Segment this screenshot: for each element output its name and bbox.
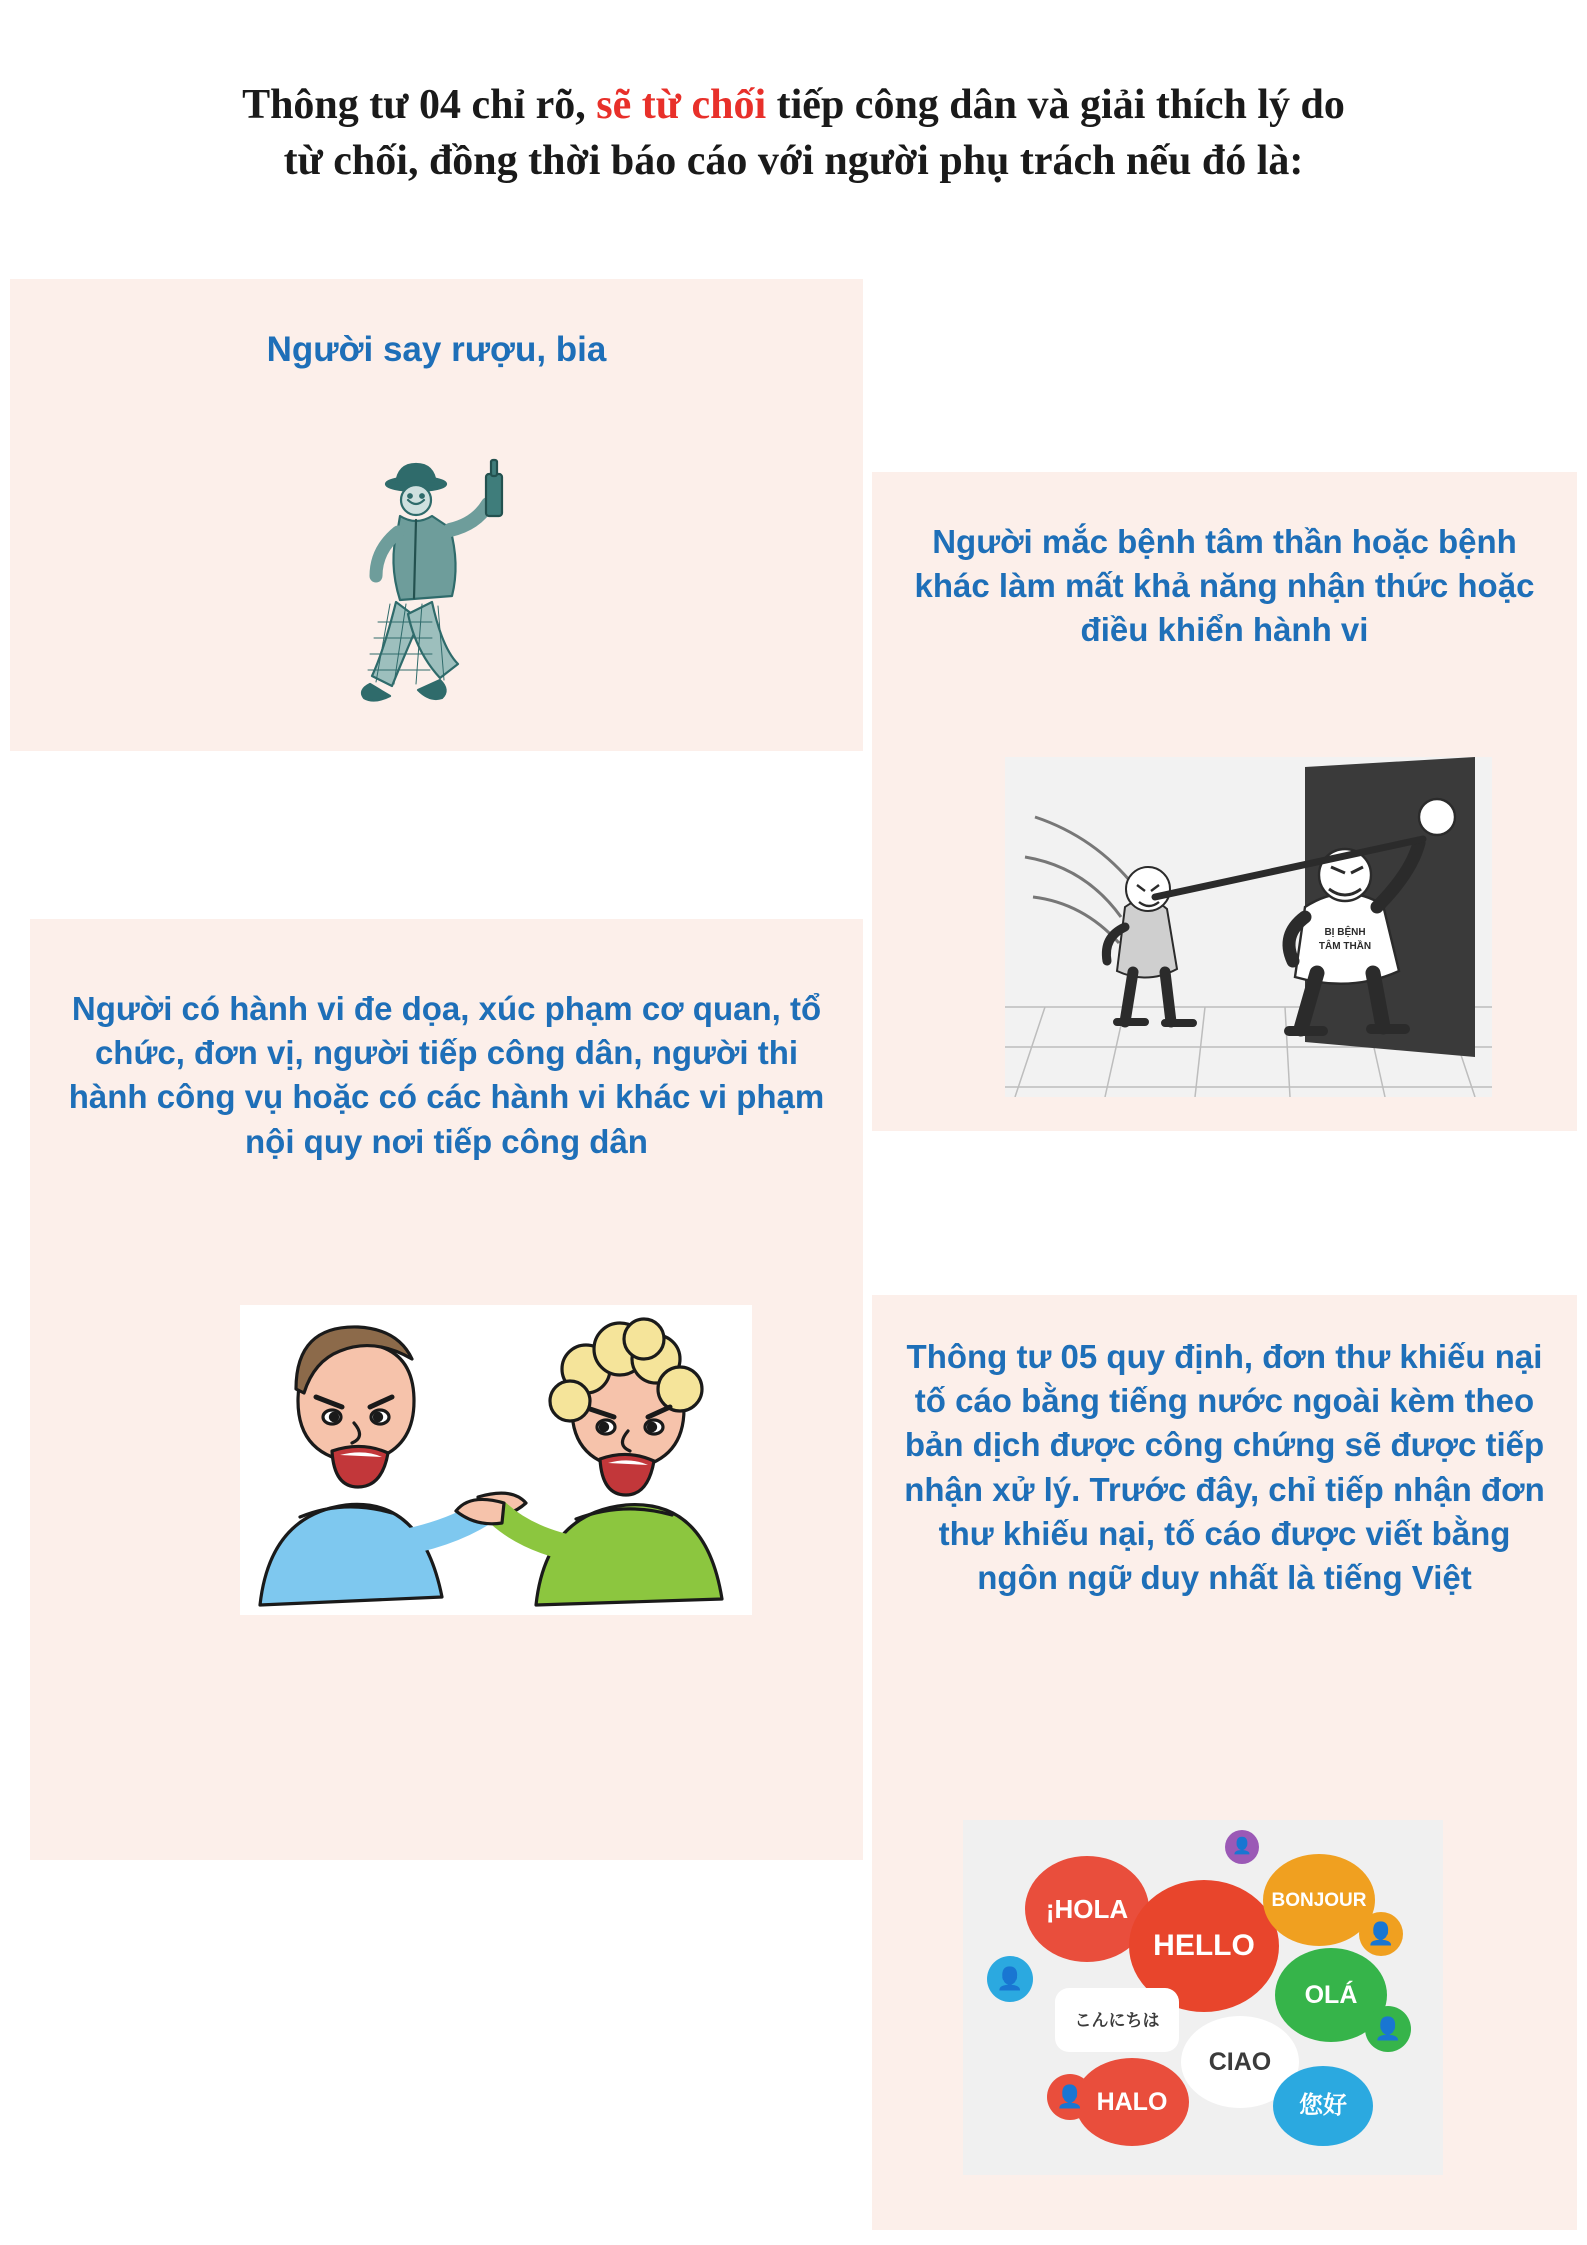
page-title	[0, 78, 1587, 190]
panel-mental-text: Người mắc bệnh tâm thần hoặc bệnh khác làm mất khả năng nhận thức hoặc điều khiển hành vi	[914, 523, 1535, 649]
title-line1-after: tiếp công dân và giải thích lý do	[766, 82, 1345, 128]
title-accent-text: sẽ từ chối	[596, 82, 767, 128]
language-bubble-label: CIAO	[1208, 2047, 1272, 2076]
drunk-man-illustration	[320, 452, 550, 742]
language-bubble-label: HALO	[1096, 2087, 1168, 2116]
person-avatar-icon: 👤	[1365, 2006, 1411, 2052]
person-avatar-icon: 👤	[1359, 1912, 1403, 1956]
mental-illness-cartoon	[1005, 757, 1492, 1097]
svg-text:TÂM THẦN: TÂM THẦN	[1318, 941, 1372, 952]
language-bubble-label: BONJOUR	[1271, 1889, 1367, 1911]
language-bubble-label: 您好	[1299, 2092, 1347, 2119]
person-avatar-icon: 👤	[1225, 1830, 1259, 1864]
language-bubble-label: こんにちは	[1074, 2010, 1160, 2030]
person-avatar-icon: 👤	[987, 1956, 1033, 2002]
panel-foreign-text: Thông tư 05 quy định, đơn thư khiếu nại tố cáo bằng tiếng nước ngoài kèm theo bản dịch được công chứng sẽ được tiếp nhận xử lý. Trước đây, chỉ tiếp nhận đơn thư khiếu nại, tố cáo được viết bằng ngôn ngữ duy nhất là tiếng Việt	[904, 1338, 1545, 1597]
title-line1-before: Thông tư 04 chỉ rõ,	[242, 82, 597, 128]
language-bubble-nihao	[1273, 2066, 1373, 2146]
title-line2: từ chối, đồng thời báo cáo với người phụ trách nếu đó là:	[283, 137, 1304, 184]
two-people-arguing-cartoon	[240, 1305, 752, 1615]
svg-text:BỊ BỆNH: BỊ BỆNH	[1324, 927, 1366, 938]
person-avatar-icon: 👤	[1047, 2074, 1093, 2120]
panel-threat-text: Người có hành vi đe dọa, xúc phạm cơ quan, tổ chức, đơn vị, người tiếp công dân, người thi hành công vụ hoặc có các hành vi khác vi phạm nội quy nơi tiếp công dân	[68, 990, 825, 1160]
language-bubble-label: HELLO	[1153, 1929, 1255, 1962]
language-bubble-konnichiwa	[1055, 1988, 1179, 2052]
panel-drunk-text: Người say rượu, bia	[266, 330, 607, 369]
multilingual-speech-bubbles	[963, 1820, 1443, 2175]
language-bubble-label: OLÁ	[1304, 1980, 1358, 2009]
language-bubble-label: ¡HOLA	[1045, 1894, 1129, 1924]
